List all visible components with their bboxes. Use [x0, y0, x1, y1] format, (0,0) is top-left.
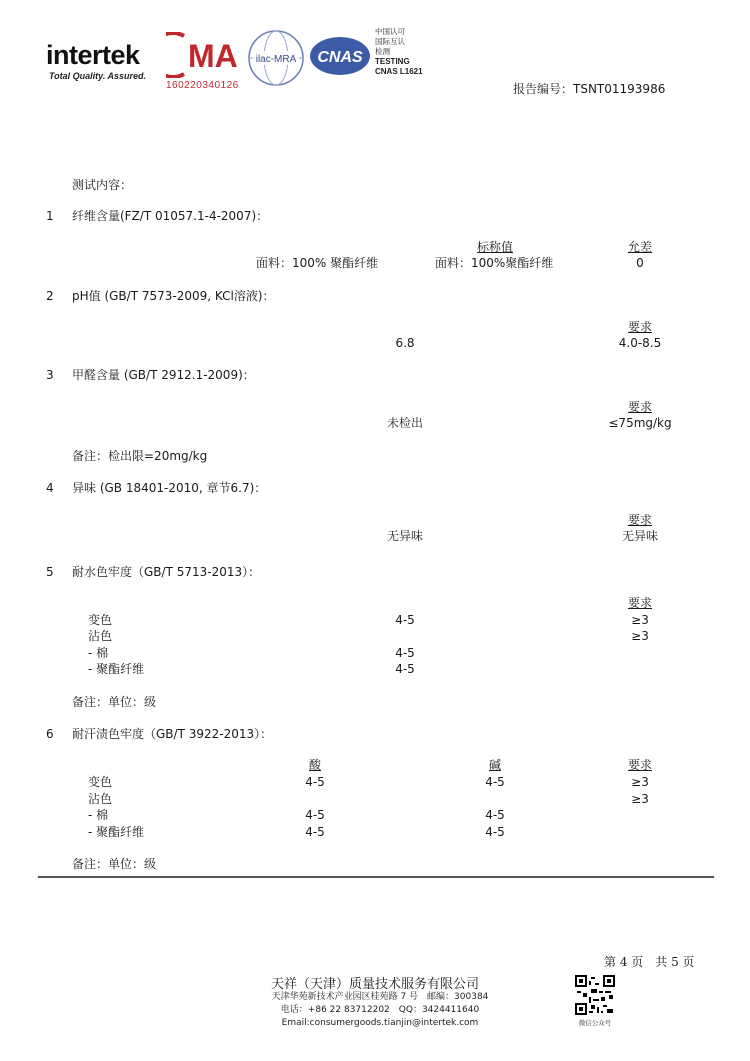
test-4-title: 异味 (GB 18401-2010, 章节6.7)：	[72, 481, 267, 495]
ma-logo-text: MA	[188, 38, 238, 74]
test-6-number: 6	[46, 727, 54, 741]
test-6-row-label: 变色	[88, 775, 113, 789]
test-5-row-value: 4-5	[395, 662, 415, 676]
footer-divider	[38, 876, 714, 878]
test-2-result: 6.8	[395, 336, 415, 350]
section-title: 测试内容：	[72, 178, 133, 192]
cnas-logo-text: CNAS	[317, 49, 363, 66]
test-1-number: 1	[46, 209, 54, 223]
intertek-logo: intertek	[46, 40, 140, 70]
test-3-note: 备注：检出限=20mg/kg	[72, 449, 208, 463]
test-6-note: 备注：单位：级	[72, 857, 157, 871]
test-6-requirement-header: 要求	[627, 758, 652, 772]
test-6-row-requirement: ≥3	[631, 775, 649, 789]
test-6-title: 耐汗渍色牢度（GB/T 3922-2013）：	[72, 727, 273, 741]
cnas-label-5: CNAS L1621	[375, 67, 423, 76]
test-4-requirement: 无异味	[621, 529, 658, 543]
qr-caption: 微信公众号	[578, 1019, 612, 1027]
test-5-number: 5	[46, 565, 54, 579]
test-6-row-alkali: 4-5	[485, 775, 505, 789]
test-3-requirement-header: 要求	[627, 400, 652, 414]
test-6-row-alkali: 4-5	[485, 808, 505, 822]
qr-code-icon	[575, 975, 615, 1015]
cnas-accreditation-text	[375, 27, 423, 77]
cnas-logo-icon	[309, 36, 371, 76]
cma-logo-icon	[166, 32, 241, 78]
test-1-nominal: 面料：100%聚酯纤维	[435, 256, 554, 270]
test-1-title: 纤维含量(FZ/T 01057.1-4-2007)：	[72, 209, 269, 223]
test-6-row-acid: 4-5	[305, 825, 325, 839]
test-1-nominal-header: 标称值	[476, 240, 513, 254]
test-5-note: 备注：单位：级	[72, 695, 157, 709]
test-5-row-label: 沾色	[88, 629, 113, 643]
test-6-row-acid: 4-5	[305, 775, 325, 789]
test-5-row-label: 变色	[88, 613, 113, 627]
test-5-row-requirement: ≥3	[631, 629, 649, 643]
test-5-row-value: 4-5	[395, 613, 415, 627]
test-1-result: 面料：100% 聚酯纤维	[256, 256, 379, 270]
company-email: Email:consumergoods.tianjin@intertek.com	[281, 1018, 479, 1028]
test-5-row-requirement: ≥3	[631, 613, 649, 627]
test-6-row-label: - 聚酯纤维	[88, 825, 145, 839]
ilac-mra-logo-icon	[247, 29, 305, 87]
test-4-requirement-header: 要求	[627, 513, 652, 527]
test-3-result: 未检出	[386, 416, 423, 430]
test-3-requirement: ≤75mg/kg	[608, 416, 672, 430]
test-2-number: 2	[46, 289, 54, 303]
test-2-title: pH值 (GB/T 7573-2009, KCl溶液)：	[72, 289, 275, 303]
test-5-title: 耐水色牢度（GB/T 5713-2013）：	[72, 565, 261, 579]
test-6-row-requirement: ≥3	[631, 792, 649, 806]
test-1-tolerance-header: 允差	[627, 240, 652, 254]
company-name: 天祥（天津）质量技术服务有限公司	[270, 977, 479, 992]
company-phone: 电话：+86 22 83712202 QQ：3424411640	[280, 1005, 480, 1015]
test-6-row-label: 沾色	[88, 792, 113, 806]
test-5-row-value: 4-5	[395, 646, 415, 660]
cma-number: 160220340126	[166, 80, 239, 91]
test-4-number: 4	[46, 481, 54, 495]
test-5-requirement-header: 要求	[627, 596, 652, 610]
test-3-title: 甲醛含量 (GB/T 2912.1-2009)：	[72, 368, 255, 382]
report-number: 报告编号：TSNT01193986	[513, 82, 666, 96]
test-2-requirement-header: 要求	[627, 320, 652, 334]
test-6-alkali-header: 碱	[488, 758, 501, 772]
test-6-row-acid: 4-5	[305, 808, 325, 822]
company-address: 天津华苑新技术产业园区桂苑路 7 号 邮编：300384	[271, 992, 489, 1002]
cnas-label-2: 国际互认	[375, 37, 405, 46]
cnas-label-3: 检测	[375, 47, 390, 56]
intertek-tagline: Total Quality. Assured.	[49, 71, 147, 81]
page-number: 第 4 页 共 5 页	[604, 955, 695, 969]
test-6-row-alkali: 4-5	[485, 825, 505, 839]
test-5-row-label: - 聚酯纤维	[88, 662, 145, 676]
test-1-tolerance: 0	[636, 256, 644, 270]
cnas-label-1: 中国认可	[375, 27, 405, 36]
test-2-requirement: 4.0-8.5	[618, 336, 662, 350]
test-5-row-label: - 棉	[88, 646, 109, 660]
test-6-row-label: - 棉	[88, 808, 109, 822]
cnas-label-4: TESTING	[375, 57, 410, 66]
test-6-acid-header: 酸	[308, 758, 321, 772]
test-3-number: 3	[46, 368, 54, 382]
test-4-result: 无异味	[386, 529, 423, 543]
ilac-logo-text: ilac-MRA	[255, 54, 297, 65]
